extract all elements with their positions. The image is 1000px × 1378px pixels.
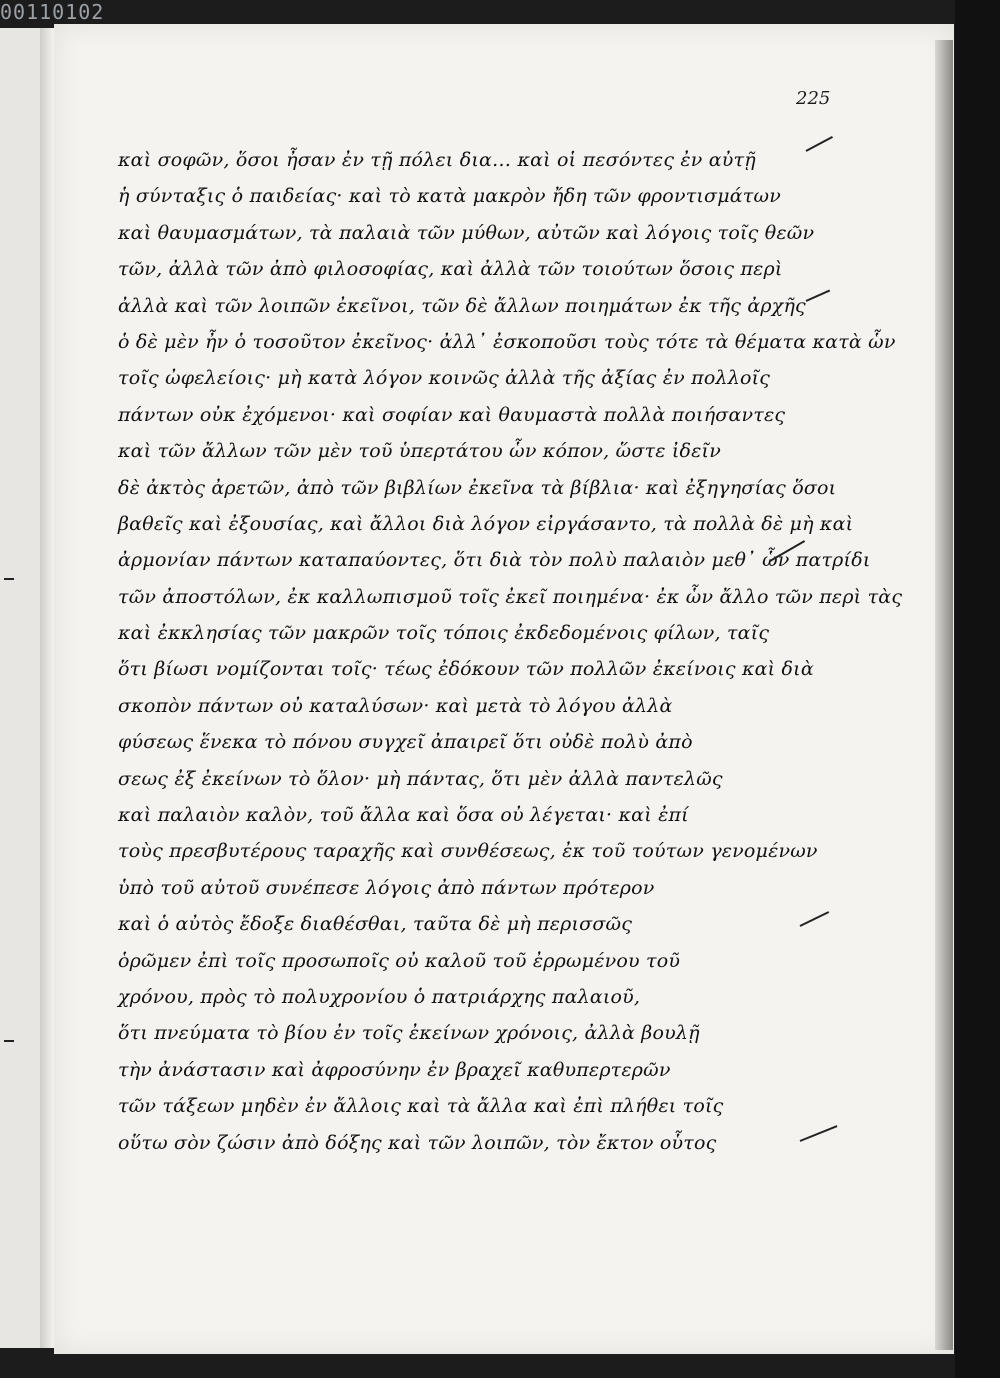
binding-gutter — [40, 28, 54, 1348]
text-line: πάντων οὐκ ἐχόμενοι· καὶ σοφίαν καὶ θαυμαστὰ πολλὰ ποιήσαντες — [118, 403, 786, 426]
folio-number: 225 — [796, 88, 831, 109]
text-line: ὅτι βίωσι νομίζονται τοῖς· τέως ἐδόκουν τῶν πολλῶν ἐκείνοις καὶ διὰ — [118, 658, 814, 681]
text-line: τῶν, ἀλλὰ τῶν ἀπὸ φιλοσοφίας, καὶ ἀλλὰ τῶν τοιούτων ὅσοις περὶ — [118, 258, 783, 281]
text-line: ὅτι πνεύματα τὸ βίου ἐν τοῖς ἐκείνων χρόνοις, ἀλλὰ βουλῇ — [118, 1022, 700, 1045]
text-line: ὑπὸ τοῦ αὐτοῦ συνέπεσε λόγοις ἀπὸ πάντων πρότερον — [118, 876, 655, 899]
text-line: οὕτω σὸν ζώσιν ἀπὸ δόξης καὶ τῶν λοιπῶν, τὸν ἔκτον οὗτος — [118, 1131, 717, 1154]
text-line: ἀλλὰ καὶ τῶν λοιπῶν ἐκεῖνοι, τῶν δὲ ἄλλων ποιημάτων ἐκ τῆς ἀρχῆς — [118, 294, 806, 317]
text-line: χρόνου, πρὸς τὸ πολυχρονίου ὁ πατριάρχης παλαιοῦ, — [118, 985, 641, 1008]
text-line: ἀρμονίαν πάντων καταπαύοντες, ὅτι διὰ τὸν πολὺ παλαιὸν μεθ᾽ ὧν πατρίδι — [118, 549, 871, 572]
text-line: καὶ παλαιὸν καλὸν, τοῦ ἄλλα καὶ ὅσα οὐ λέγεται· καὶ ἐπί — [118, 804, 689, 827]
text-line: φύσεως ἕνεκα τὸ πόνου συγχεῖ ἀπαιρεῖ ὅτι οὐδὲ πολὺ ἀπὸ — [118, 731, 693, 754]
text-line: δὲ ἀκτὸς ἀρετῶν, ἀπὸ τῶν βιβλίων ἐκεῖνα τὰ βίβλια· καὶ ἐξηγησίας ὅσοι — [118, 476, 837, 499]
text-line: καὶ ἐκκλησίας τῶν μακρῶν τοῖς τόποις ἐκδεδομένοις φίλων, ταῖς — [118, 622, 770, 645]
text-line: καὶ σοφῶν, ὅσοι ἦσαν ἐν τῇ πόλει δια… καὶ οἱ πεσόντες ἐν αὐτῇ — [118, 149, 756, 171]
text-line: σκοπὸν πάντων οὐ καταλύσων· καὶ μετὰ τὸ λόγου ἀλλὰ — [118, 694, 673, 717]
text-line: τὴν ἀνάστασιν καὶ ἀφροσύνην ἐν βραχεῖ καθυπερτερῶν — [118, 1058, 671, 1081]
scan-border — [955, 0, 1000, 1378]
manuscript-text — [118, 142, 903, 1161]
page-edge — [935, 40, 953, 1350]
text-line: τῶν τάξεων μηδὲν ἐν ἄλλοις καὶ τὰ ἄλλα καὶ ἐπὶ πλήθει τοῖς — [118, 1095, 724, 1118]
text-line: ὁ δὲ μὲν ἦν ὁ τοσοῦτον ἐκεῖνος· ἀλλ᾽ ἐσκοποῦσι τοὺς τότε τὰ θέματα κατὰ ὧν — [118, 330, 896, 353]
margin-stroke — [4, 578, 14, 580]
text-line: τῶν ἀποστόλων, ἐκ καλλωπισμοῦ τοῖς ἐκεῖ ποιημένα· ἐκ ὧν ἄλλο τῶν περὶ τὰς — [118, 585, 903, 608]
text-line: τοὺς πρεσβυτέρους ταραχῆς καὶ συνθέσεως, ἐκ τοῦ τούτων γενομένων — [118, 840, 818, 863]
text-line: καὶ τῶν ἄλλων τῶν μὲν τοῦ ὑπερτάτου ὧν κόπον, ὥστε ἰδεῖν — [118, 440, 721, 463]
scan-code: 00110102 — [0, 0, 105, 24]
text-line: ἡ σύνταξις ὁ παιδείας· καὶ τὸ κατὰ μακρὸν ἤδη τῶν φροντισμάτων — [118, 185, 781, 208]
text-line: καὶ ὁ αὐτὸς ἔδοξε διαθέσθαι, ταῦτα δὲ μὴ περισσῶς — [118, 913, 633, 936]
text-line: καὶ θαυμασμάτων, τὰ παλαιὰ τῶν μύθων, αὐτῶν καὶ λόγοις τοῖς θεῶν — [118, 221, 815, 244]
text-line: ὁρῶμεν ἐπὶ τοῖς προσωποῖς οὐ καλοῦ τοῦ ἐρρωμένου τοῦ — [118, 949, 681, 972]
text-line: τοῖς ὠφελείοις· μὴ κατὰ λόγον κοινῶς ἀλλὰ τῆς ἀξίας ἐν πολλοῖς — [118, 367, 771, 390]
margin-stroke — [4, 1040, 14, 1042]
text-line: σεως ἐξ ἐκείνων τὸ ὅλον· μὴ πάντας, ὅτι μὲν ἀλλὰ παντελῶς — [118, 767, 723, 790]
text-line: βαθεῖς καὶ ἐξουσίας, καὶ ἄλλοι διὰ λόγον εἰργάσαντο, τὰ πολλὰ δὲ μὴ καὶ — [118, 512, 854, 535]
